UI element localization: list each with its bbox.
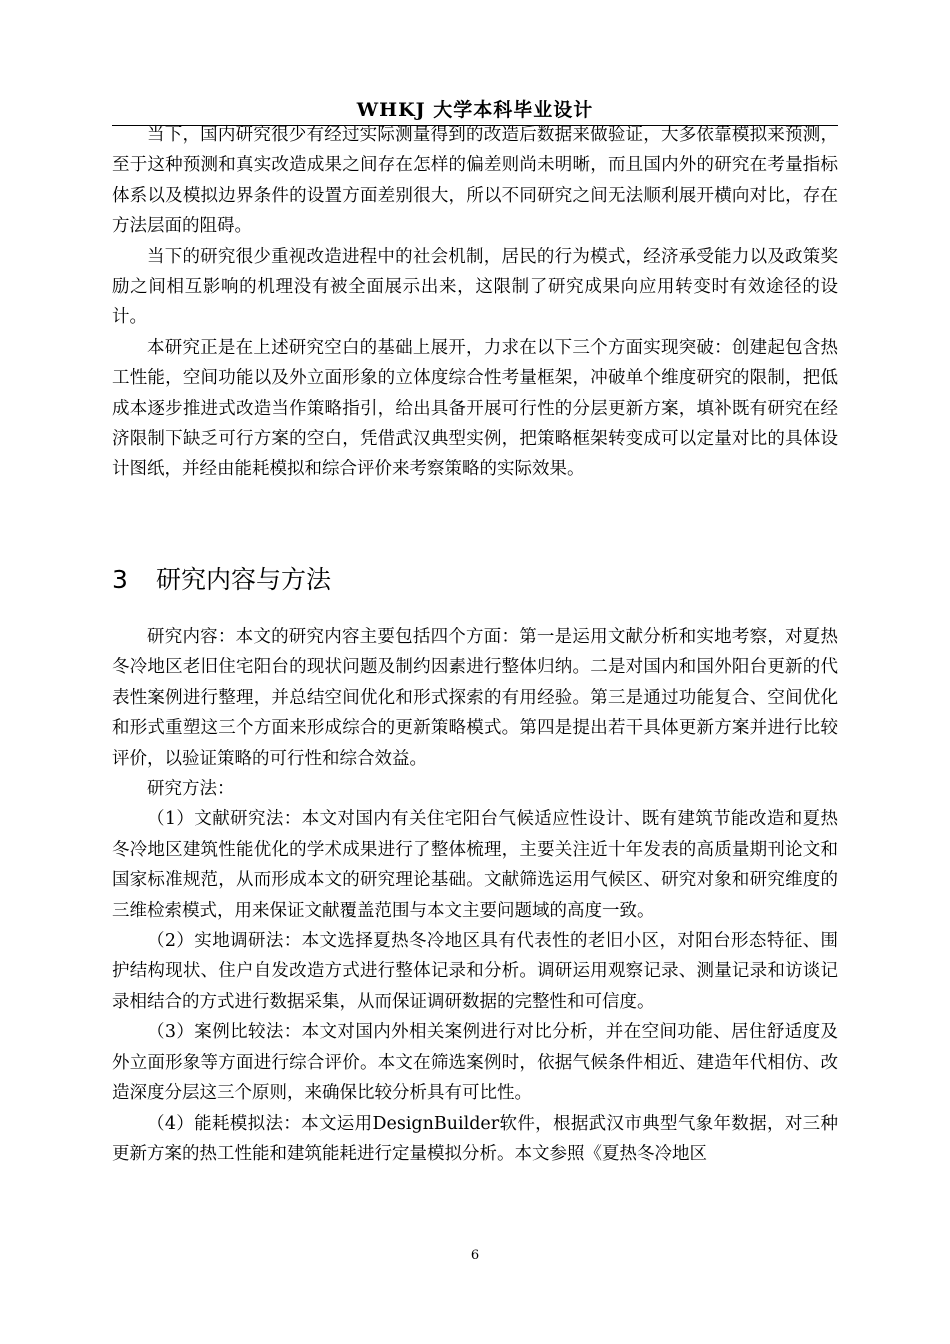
- paragraph: （4）能耗模拟法：本文运用DesignBuilder软件，根据武汉市典型气象年数据，对三种更新方案的热工性能和建筑能耗进行定量模拟分析。本文参照《夏热冬冷地区: [112, 1113, 838, 1164]
- intro-text: [112, 120, 838, 485]
- paragraph: （2）实地调研法：本文选择夏热冬冷地区具有代表性的老旧小区，对阳台形态特征、围护结构现状、住户自发改造方式进行整体记录和分析。调研运用观察记录、测量记录和访谈记录相结合的方式进行数据采集，从而保证调研数据的完整性和可信度。: [112, 931, 838, 1012]
- paragraph: （3）案例比较法：本文对国内外相关案例进行对比分析，并在空间功能、居住舒适度及外立面形象等方面进行综合评价。本文在筛选案例时，依据气候条件相近、建造年代相仿、改造深度分层这三个原则，来确保比较分析具有可比性。: [112, 1022, 838, 1104]
- paragraph: 研究方法：: [147, 779, 235, 800]
- paragraph: 研究内容：本文的研究内容主要包括四个方面：第一是运用文献分析和实地考察，对夏热冬冷地区老旧住宅阳台的现状问题及制约因素进行整体归纳。二是对国内和国外阳台更新的代表性案例进行整理，并总结空间优化和形式探索的有用经验。第三是通过功能复合、空间优化和形式重塑这三个方面来形成综合的更新策略模式。第四是提出若干具体更新方案并进行比较评价，以验证策略的可行性和综合效益。: [112, 627, 838, 769]
- section-heading: [112, 560, 838, 600]
- paragraph: 当下，国内研究很少有经过实际测量得到的改造后数据来做验证，大多依靠模拟来预测，至于这种预测和真实改造成果之间存在怎样的偏差则尚未明晰，而且国内外的研究在考量指标体系以及模拟边界条件的设置方面差别很大，所以不同研究之间无法顺利展开横向对比，存在方法层面的阻碍。: [112, 125, 838, 237]
- paragraph: 当下的研究很少重视改造进程中的社会机制，居民的行为模式，经济承受能力以及政策奖励之间相互影响的机理没有被全面展示出来，这限制了研究成果向应用转变时有效途径的设计。: [112, 246, 838, 328]
- page-number: 6: [470, 1248, 480, 1263]
- section-text: [112, 622, 838, 1169]
- paragraph: 本研究正是在上述研究空白的基础上展开，力求在以下三个方面实现突破：创建起包含热工性能，空间功能以及外立面形象的立体度综合性考量框架，冲破单个维度研究的限制，把低成本逐步推进式改造当作策略指引，给出具备开展可行性的分层更新方案，填补既有研究在经济限制下缺乏可行方案的空白，凭借武汉典型实例，把策略框架转变成可以定量对比的具体设计图纸，并经由能耗模拟和综合评价来考察策略的实际效果。: [112, 337, 838, 480]
- paragraph: （1）文献研究法：本文对国内有关住宅阳台气候适应性设计、既有建筑节能改造和夏热冬冷地区建筑性能优化的学术成果进行了整体梳理，主要关注近十年发表的高质量期刊论文和国家标准规范，从而形成本文的研究理论基础。文献筛选运用气候区、研究对象和研究维度的三维检索模式，用来保证文献覆盖范围与本文主要问题域的高度一致。: [112, 809, 838, 921]
- section-title: 研究内容与方法: [156, 565, 332, 594]
- section-number: 3: [112, 565, 128, 594]
- page-header: WHKJ 大学本科毕业设计: [356, 99, 594, 121]
